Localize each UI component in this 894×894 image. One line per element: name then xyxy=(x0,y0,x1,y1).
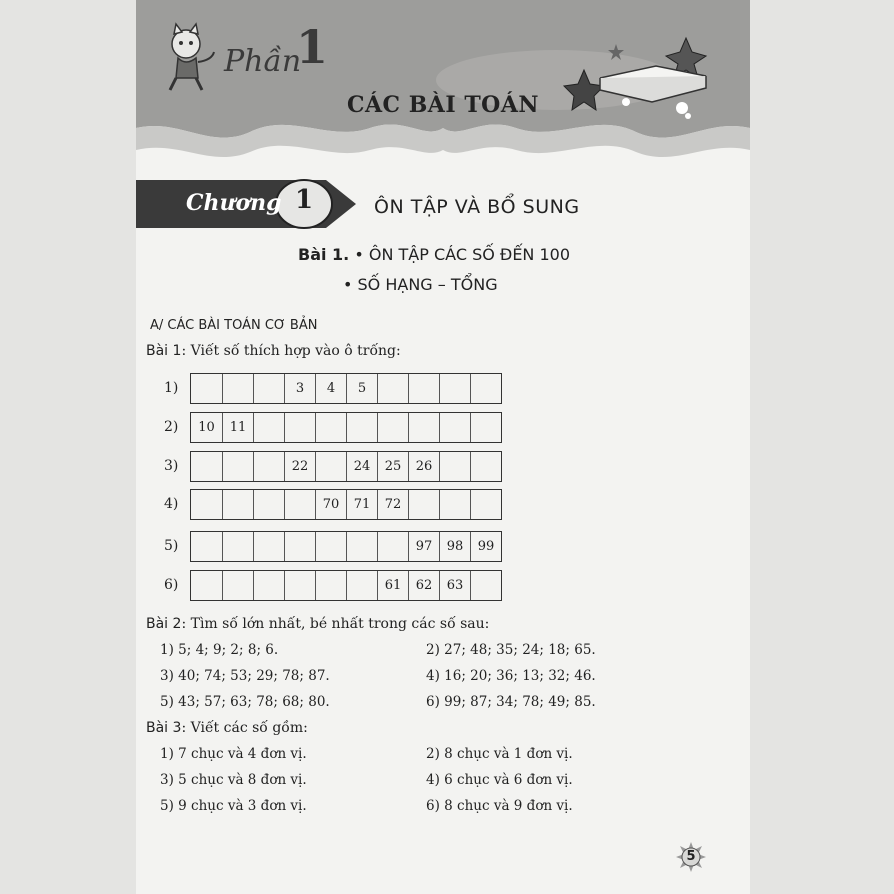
grid-cell[interactable] xyxy=(284,532,315,561)
grid-row-label: 1) xyxy=(164,380,179,396)
exercise-3-item: 5) 9 chục và 3 đơn vị. xyxy=(160,798,307,814)
grid-cell[interactable] xyxy=(253,374,284,403)
number-grid-row xyxy=(190,451,502,482)
grid-cell[interactable]: 24 xyxy=(346,452,377,481)
grid-cell[interactable] xyxy=(408,374,439,403)
part-label: Phần xyxy=(224,44,302,79)
book-page xyxy=(136,0,750,894)
grid-cell[interactable] xyxy=(470,452,501,481)
exercise-3-text: : Viết các số gồm: xyxy=(181,720,308,736)
chapter-title: ÔN TẬP VÀ BỔ SUNG xyxy=(374,196,580,218)
grid-cell[interactable] xyxy=(222,452,253,481)
grid-cell[interactable]: 71 xyxy=(346,490,377,519)
grid-cell[interactable] xyxy=(253,413,284,442)
number-grid-row xyxy=(190,570,502,601)
exercise-3-label: Bài 3 xyxy=(146,720,182,736)
grid-cell[interactable] xyxy=(191,532,222,561)
grid-row-label: 3) xyxy=(164,458,179,474)
grid-cell[interactable] xyxy=(315,532,346,561)
grid-cell[interactable] xyxy=(346,532,377,561)
part-title: CÁC BÀI TOÁN xyxy=(346,92,540,118)
grid-cell[interactable]: 99 xyxy=(470,532,501,561)
grid-cell[interactable]: 72 xyxy=(377,490,408,519)
grid-cell[interactable] xyxy=(284,490,315,519)
exercise-3-item: 2) 8 chục và 1 đơn vị. xyxy=(426,746,573,762)
exercise-2-item: 4) 16; 20; 36; 13; 32; 46. xyxy=(426,668,596,684)
grid-cell[interactable] xyxy=(284,571,315,600)
exercise-3-item: 1) 7 chục và 4 đơn vị. xyxy=(160,746,307,762)
grid-cell[interactable]: 4 xyxy=(315,374,346,403)
grid-cell[interactable]: 3 xyxy=(284,374,315,403)
grid-cell[interactable]: 61 xyxy=(377,571,408,600)
grid-cell[interactable] xyxy=(377,374,408,403)
grid-cell[interactable] xyxy=(191,452,222,481)
part-number: 1 xyxy=(296,20,329,74)
number-grid-row xyxy=(190,489,502,520)
exercise-2-item: 6) 99; 87; 34; 78; 49; 85. xyxy=(426,694,596,710)
grid-cell[interactable] xyxy=(284,413,315,442)
grid-cell[interactable] xyxy=(315,452,346,481)
number-grid-row xyxy=(190,531,502,562)
grid-cell[interactable]: 97 xyxy=(408,532,439,561)
grid-cell[interactable] xyxy=(377,532,408,561)
grid-cell[interactable] xyxy=(346,571,377,600)
exercise-2-item: 5) 43; 57; 63; 78; 68; 80. xyxy=(160,694,330,710)
exercise-1-heading xyxy=(146,343,401,359)
grid-cell[interactable] xyxy=(439,413,470,442)
grid-cell[interactable] xyxy=(222,490,253,519)
lesson-prefix: Bài 1. xyxy=(298,245,350,264)
exercise-3-item: 3) 5 chục và 8 đơn vị. xyxy=(160,772,307,788)
grid-cell[interactable] xyxy=(470,490,501,519)
grid-cell[interactable] xyxy=(439,374,470,403)
grid-cell[interactable] xyxy=(315,571,346,600)
exercise-2-label: Bài 2 xyxy=(146,616,182,632)
page-number: 5 xyxy=(686,849,696,864)
grid-cell[interactable] xyxy=(315,413,346,442)
grid-row-label: 2) xyxy=(164,419,179,435)
grid-cell[interactable] xyxy=(377,413,408,442)
chapter-word: Chương xyxy=(186,190,282,216)
grid-cell[interactable] xyxy=(439,490,470,519)
grid-cell[interactable] xyxy=(439,452,470,481)
exercise-3-item: 4) 6 chục và 6 đơn vị. xyxy=(426,772,573,788)
lesson-line-1: • ÔN TẬP CÁC SỐ ĐẾN 100 xyxy=(354,245,571,264)
grid-cell[interactable] xyxy=(222,532,253,561)
grid-cell[interactable]: 11 xyxy=(222,413,253,442)
grid-cell[interactable]: 62 xyxy=(408,571,439,600)
grid-cell[interactable]: 25 xyxy=(377,452,408,481)
grid-cell[interactable]: 10 xyxy=(198,420,215,435)
page-number-badge xyxy=(676,842,706,872)
exercise-1-text: : Viết số thích hợp vào ô trống: xyxy=(181,343,401,359)
grid-cell[interactable] xyxy=(191,490,222,519)
grid-cell[interactable]: 26 xyxy=(408,452,439,481)
exercise-1-label: Bài 1 xyxy=(146,343,182,359)
grid-cell[interactable] xyxy=(253,532,284,561)
grid-cell[interactable]: 5 xyxy=(346,374,377,403)
exercise-2-text: : Tìm số lớn nhất, bé nhất trong các số sau: xyxy=(181,616,490,632)
grid-cell[interactable] xyxy=(346,413,377,442)
grid-cell[interactable] xyxy=(470,571,501,600)
grid-cell[interactable] xyxy=(470,413,501,442)
grid-row-label: 4) xyxy=(164,496,179,512)
grid-cell[interactable] xyxy=(408,413,439,442)
grid-cell[interactable] xyxy=(222,571,253,600)
grid-cell[interactable] xyxy=(408,490,439,519)
exercise-2-item: 2) 27; 48; 35; 24; 18; 65. xyxy=(426,642,596,658)
grid-cell[interactable] xyxy=(191,571,222,600)
grid-cell[interactable] xyxy=(470,374,501,403)
grid-cell[interactable]: 70 xyxy=(315,490,346,519)
chapter-number: 1 xyxy=(294,185,314,215)
exercise-3-item: 6) 8 chục và 9 đơn vị. xyxy=(426,798,573,814)
grid-cell[interactable]: 98 xyxy=(439,532,470,561)
grid-row-label: 5) xyxy=(164,538,179,554)
lesson-line-2: • SỐ HẠNG – TỔNG xyxy=(343,275,498,294)
cat-mascot-icon xyxy=(158,22,218,94)
number-grid-row xyxy=(190,412,502,443)
grid-cell[interactable]: 63 xyxy=(439,571,470,600)
exercise-2-item: 3) 40; 74; 53; 29; 78; 87. xyxy=(160,668,330,684)
grid-cell[interactable] xyxy=(253,452,284,481)
grid-cell[interactable] xyxy=(253,490,284,519)
grid-cell[interactable] xyxy=(253,571,284,600)
exercise-2-item: 1) 5; 4; 9; 2; 8; 6. xyxy=(160,642,279,658)
grid-row-label: 6) xyxy=(164,577,179,593)
grid-cell[interactable]: 22 xyxy=(284,452,315,481)
number-grid-row xyxy=(190,373,502,404)
grid-cell[interactable] xyxy=(222,374,253,403)
exercise-2-heading xyxy=(146,616,489,632)
section-title: A/ CÁC BÀI TOÁN CƠ BẢN xyxy=(150,318,318,333)
exercise-3-heading xyxy=(146,720,308,736)
lesson-heading xyxy=(298,245,570,264)
grid-cell[interactable] xyxy=(191,374,222,403)
